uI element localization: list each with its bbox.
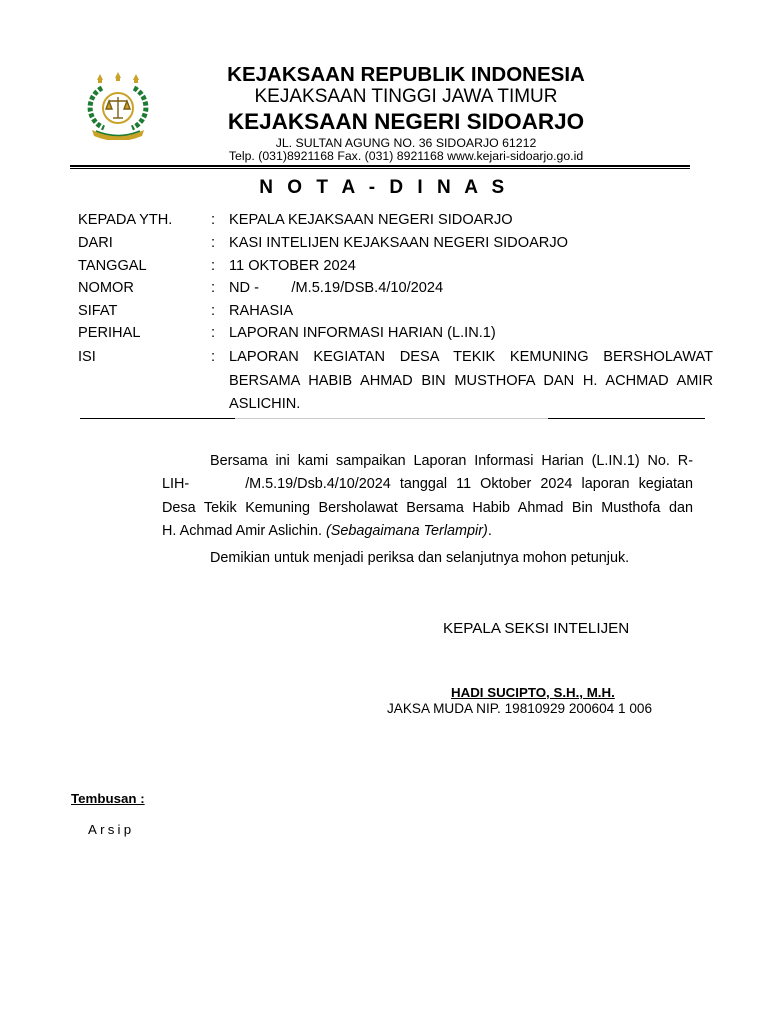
field-colon: :: [211, 325, 216, 341]
field-value-tanggal: 11 OKTOBER 2024: [229, 258, 356, 274]
field-value-isi: [229, 346, 713, 417]
isi-line: LAPORAN KEGIATAN DESA TEKIK KEMUNING BERSHOLAWAT: [229, 349, 713, 365]
separator-line: [548, 418, 705, 419]
field-colon: :: [211, 258, 216, 274]
body-line: Bersama ini kami sampaikan Laporan Informasi Harian (L.IN.1) No. R-: [210, 453, 693, 469]
field-colon: :: [211, 235, 216, 251]
field-value-perihal: LAPORAN INFORMASI HARIAN (L.IN.1): [229, 325, 496, 341]
field-value-kepada: KEPALA KEJAKSAAN NEGERI SIDOARJO: [229, 212, 513, 228]
field-colon: :: [211, 349, 216, 365]
field-label-isi: ISI: [78, 349, 96, 365]
letterhead-contact: Telp. (031)8921168 Fax. (031) 8921168 www.kejari-sidoarjo.go.id: [228, 149, 584, 163]
body-line: [162, 473, 693, 496]
field-label-kepada: KEPADA YTH.: [78, 212, 173, 228]
letterhead-divider: [70, 165, 690, 169]
field-label-tanggal: TANGGAL: [78, 258, 147, 274]
closing-sentence: Demikian untuk menjadi periksa dan selanjutnya mohon petunjuk.: [210, 550, 630, 566]
body-paragraph: [162, 450, 693, 544]
body-line: Desa Tekik Kemuning Bersholawat Bersama Habib Ahmad Bin Musthofa dan: [162, 499, 693, 516]
body-text: H. Achmad Amir Aslichin.: [162, 523, 322, 540]
field-colon: :: [211, 212, 216, 228]
document-title: N O T A - D I N A S: [259, 177, 509, 198]
signatory-name: HADI SUCIPTO, S.H., M.H.: [451, 685, 615, 700]
field-value-dari: KASI INTELIJEN KEJAKSAAN NEGERI SIDOARJO: [229, 235, 568, 251]
field-colon: :: [211, 303, 216, 319]
isi-line: ASLICHIN.: [229, 396, 301, 412]
isi-line: BERSAMA HABIB AHMAD BIN MUSTHOFA DAN H. ACHMAD AMIR: [229, 372, 713, 389]
separator-line: [235, 418, 548, 419]
field-colon: :: [211, 280, 216, 296]
body-text: /M.5.19/Dsb.4/10/2024 tanggal 11 Oktober 2024 laporan kegiatan: [245, 476, 693, 493]
letterhead-institution: KEJAKSAAN REPUBLIK INDONESIA: [227, 63, 585, 86]
field-value-sifat: RAHASIA: [229, 303, 294, 319]
field-label-perihal: PERIHAL: [78, 325, 141, 341]
signatory-nip: JAKSA MUDA NIP. 19810929 200604 1 006: [387, 701, 653, 716]
signatory-title: KEPALA SEKSI INTELIJEN: [443, 620, 630, 637]
field-label-nomor: NOMOR: [78, 280, 134, 296]
body-line: [162, 520, 693, 543]
body-italic-note: (Sebagaimana Terlampir): [325, 523, 488, 540]
letterhead-high-prosecutor: KEJAKSAAN TINGGI JAWA TIMUR: [254, 86, 558, 107]
tembusan-item: Arsip: [88, 822, 135, 837]
field-label-sifat: SIFAT: [78, 303, 118, 319]
letterhead-address: JL. SULTAN AGUNG NO. 36 SIDOARJO 61212: [275, 136, 537, 150]
body-text: .: [487, 523, 492, 540]
kejaksaan-emblem-icon: [82, 72, 156, 140]
tembusan-label: Tembusan :: [71, 791, 145, 806]
separator-line: [80, 418, 235, 419]
body-text: LIH-: [162, 476, 190, 493]
letterhead-district-prosecutor: KEJAKSAAN NEGERI SIDOARJO: [227, 109, 585, 134]
field-value-nomor: ND - /M.5.19/DSB.4/10/2024: [229, 280, 444, 296]
field-label-dari: DARI: [78, 235, 113, 251]
